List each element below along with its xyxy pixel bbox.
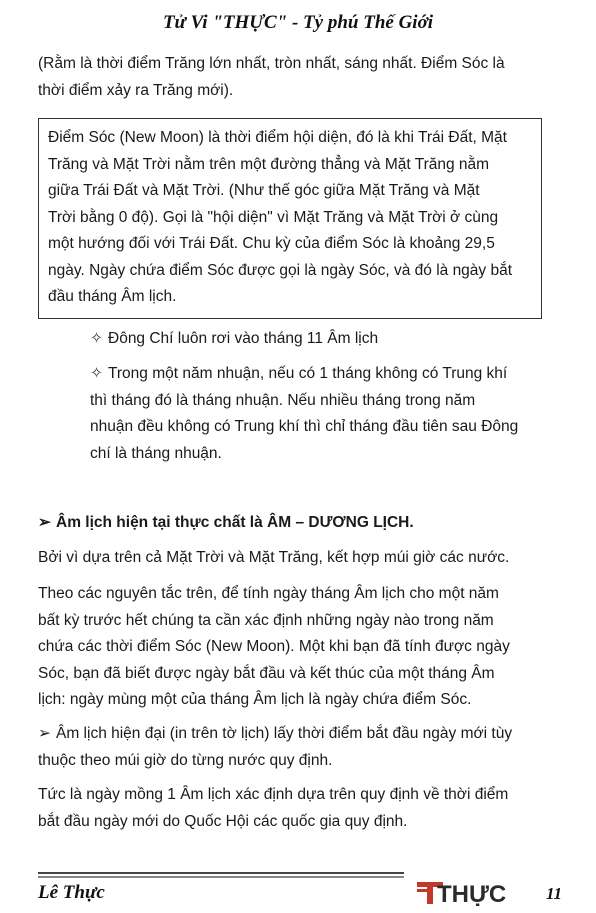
thuc-logo-icon [417, 873, 517, 907]
paragraph-1: Bởi vì dựa trên cả Mặt Trời và Mặt Trăng, kết hợp múi giờ các nước. [38, 549, 510, 566]
paragraph-line: lịch: ngày mùng một của tháng Âm lịch là ngày chứa điểm Sóc. [38, 691, 472, 708]
paragraph-line: bất kỳ trước hết chúng ta cần xác định những ngày nào trong năm [38, 611, 494, 629]
page-header: Tử Vi "THỰC" - Tỷ phú Thế Giới [162, 12, 434, 33]
box-line: Trời bằng 0 độ). Gọi là "hội diện" vì Mặt Trăng và Mặt Trời ở cùng [48, 208, 499, 226]
bullet-item-1 [90, 326, 542, 353]
bullet-text: Trong một năm nhuận, nếu có 1 tháng không có Trung khí [108, 365, 508, 382]
star-bullet-icon: ✧ [90, 330, 103, 347]
box-line: Trăng và Mặt Trời nằm trên một đường thẳng và Mặt Trăng nằm [48, 155, 490, 173]
paragraph-line: chứa các thời điểm Sóc (New Moon). Một khi bạn đã tính được ngày [38, 638, 510, 655]
logo-text: THỰC [437, 881, 507, 907]
box-line: giữa Trái Đất và Mặt Trời. (Như thế góc giữa Mặt Trăng và Mặt [48, 182, 480, 199]
paragraph-line: Tức là ngày mồng 1 Âm lịch xác định dựa trên quy định về thời điểm [38, 786, 509, 803]
paragraph-4 [38, 782, 542, 835]
footer-divider [38, 876, 404, 878]
footer-author: Lê Thực [38, 882, 105, 903]
arrow-bullet-icon: ➢ [38, 725, 51, 742]
box-line: đầu tháng Âm lịch. [48, 288, 177, 305]
bullet-text: nhuận đều không có Trung khí thì chỉ tháng đầu tiên sau Đông [90, 418, 519, 435]
bullet-text: Đông Chí luôn rơi vào tháng 11 Âm lịch [108, 330, 379, 347]
arrow-bullet-icon: ➢ [38, 514, 51, 531]
box-line: một hướng đối với Trái Đất. Chu kỳ của điểm Sóc là khoảng 29,5 [48, 235, 495, 252]
section-heading-text: Âm lịch hiện tại thực chất là ÂM – DƯƠNG LỊCH. [56, 514, 414, 531]
paragraph-line: bắt đầu ngày mới do Quốc Hội các quốc gia quy định. [38, 812, 408, 830]
section-heading [38, 510, 542, 537]
paragraph-line: Sóc, bạn đã biết được ngày bắt đầu và kết thúc của một tháng Âm [38, 664, 495, 682]
paragraph-line: Theo các nguyên tắc trên, để tính ngày tháng Âm lịch cho một năm [38, 585, 499, 602]
page-number: 11 [546, 884, 563, 903]
paragraph-line: Âm lịch hiện đại (in trên tờ lịch) lấy thời điểm bắt đầu ngày mới tùy [56, 725, 513, 742]
definition-box [38, 118, 542, 319]
intro-line-1: (Rằm là thời điểm Trăng lớn nhất, tròn nhất, sáng nhất. Điểm Sóc là [38, 55, 505, 72]
star-bullet-icon: ✧ [90, 365, 103, 382]
bullet-text: chí là tháng nhuận. [90, 444, 222, 462]
footer-divider [38, 872, 404, 874]
box-line: Điểm Sóc (New Moon) là thời điểm hội diện, đó là khi Trái Đất, Mặt [48, 129, 507, 146]
bullet-item-2 [90, 361, 542, 467]
paragraph-line: thuộc theo múi giờ do từng nước quy định. [38, 751, 333, 769]
intro-paragraph [38, 51, 542, 104]
paragraph-3 [38, 721, 542, 774]
paragraph-2 [38, 581, 542, 714]
intro-line-2: thời điểm xảy ra Trăng mới). [38, 81, 234, 99]
bullet-text: thì tháng đó là tháng nhuận. Nếu nhiều tháng trong năm [90, 391, 476, 409]
box-line: ngày. Ngày chứa điểm Sóc được gọi là ngày Sóc, và đó là ngày bắt [48, 261, 513, 279]
